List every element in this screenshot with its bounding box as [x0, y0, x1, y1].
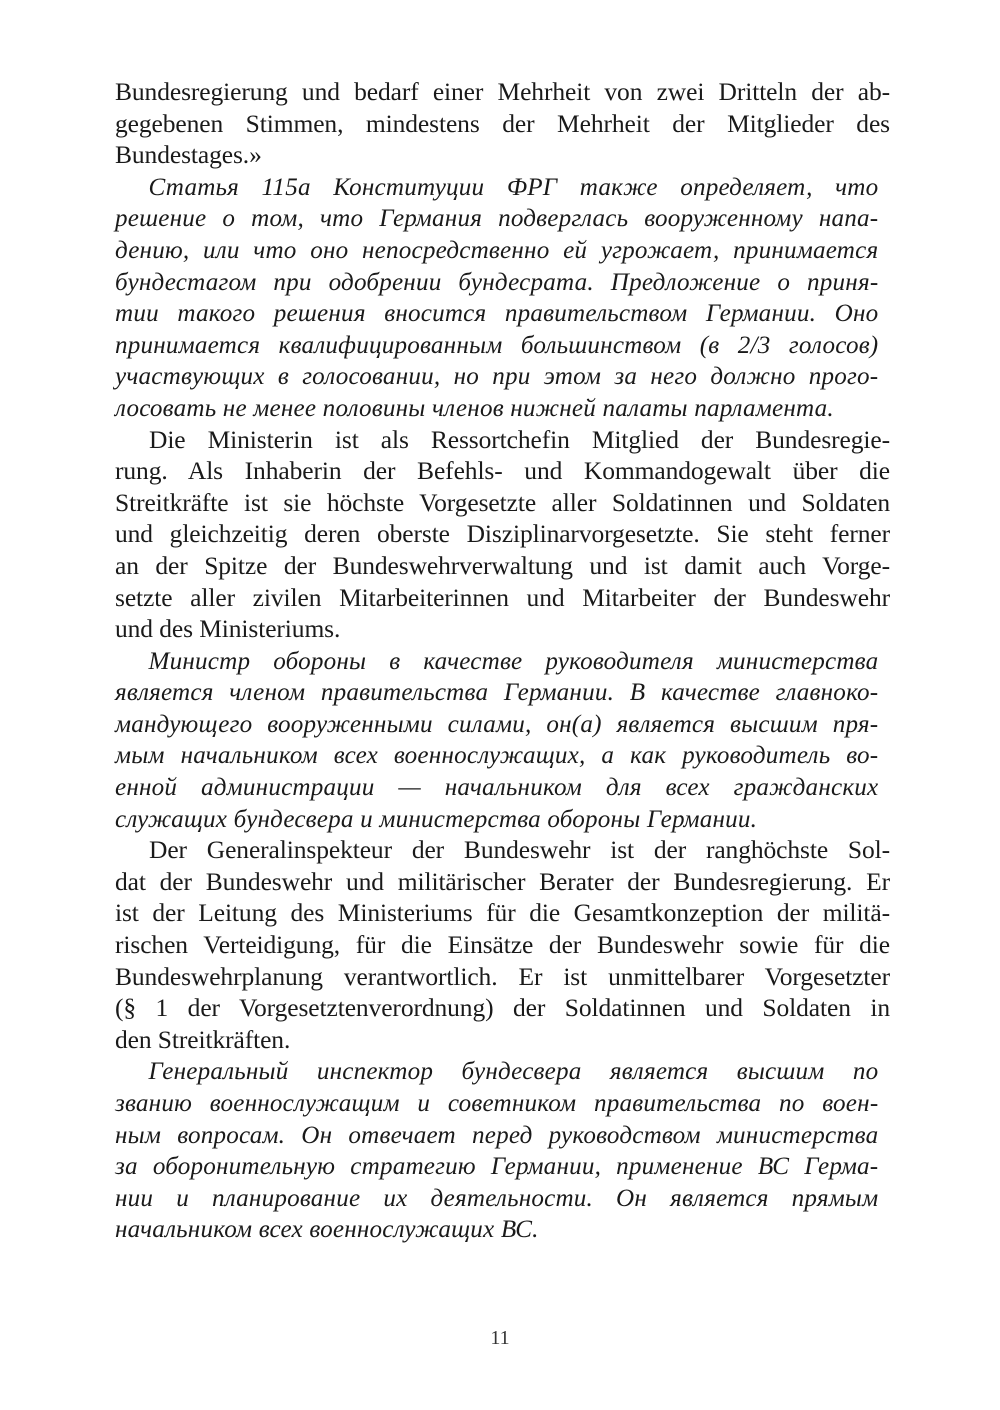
text-line: setzte aller zivilen Mitarbeiterinnen und Mitarbeiter der Bundeswehr [115, 582, 890, 612]
text-line: an der Spitze der Bundeswehrverwaltung und ist damit auch Vorge- [115, 550, 890, 580]
text-line: участвующих в голосовании, но при этом за него должно прого- [115, 361, 879, 391]
page-number: 11 [490, 1327, 510, 1349]
text-line: является членом правительства Германии. В качестве главноко- [115, 677, 879, 707]
paragraph-ru-general-inspector [115, 1055, 878, 1245]
text-line: енной администрации — начальником для всех гражданских [115, 772, 879, 802]
paragraph-de-generalinspekteur [115, 834, 890, 1055]
text-line: Bundeswehrplanung verantwortlich. Er ist unmittelbarer Vorgesetzter [115, 961, 890, 991]
text-line: служащих бундесвера и министерства обороны Германии. [115, 803, 758, 833]
paragraph-de-ministerin [115, 424, 890, 645]
text-line: решение о том, что Германия подверглась вооруженному напа- [115, 203, 879, 233]
text-line: rischen Verteidigung, für die Einsätze der Bundeswehr sowie für die [115, 930, 890, 960]
text-line: Статья 115а Конституции ФРГ также определяет, что [148, 171, 879, 201]
text-line: званию военнослужащим и советником правительства по воен- [115, 1088, 879, 1117]
text-line: за оборонительную стратегию Германии, применение ВС Герма- [115, 1151, 879, 1181]
text-line: Der Generalinspekteur der Bundeswehr ist der ranghöchste Sol- [149, 835, 890, 865]
text-line: дению, или что оно непосредственно ей угрожает, принимается [115, 234, 879, 264]
text-line: начальником всех военнослужащих ВС. [115, 1214, 539, 1244]
document-page [115, 76, 890, 1245]
text-line: Bundestages.» [115, 140, 262, 170]
text-line: тии такого решения вносится правительством Германии. Оно [115, 298, 879, 328]
text-line: den Streitkräften. [115, 1024, 291, 1054]
text-line: мандующего вооруженными силами, он(а) является высшим пря- [115, 708, 879, 738]
text-line: мым начальником всех военнослужащих, а как руководитель во- [115, 740, 879, 770]
text-line: Die Ministerin ist als Ressortchefin Mitglied der Bundesregie- [149, 424, 890, 454]
text-line: нии и планирование их деятельности. Он является прямым [115, 1182, 879, 1212]
text-line: und gleichzeitig deren oberste Disziplinarvorgesetzte. Sie steht ferner [115, 519, 890, 549]
text-line: ist der Leitung des Ministeriums für die Gesamtkonzeption der militä- [115, 898, 890, 928]
paragraph-ru-minister [115, 645, 878, 835]
text-line: dat der Bundeswehr und militärischer Berater der Bundesregierung. Er [115, 866, 890, 896]
paragraph-de-bundestag-majority [115, 76, 890, 171]
text-line: бундестагом при одобрении бундесрата. Предложение о приня- [115, 266, 879, 296]
text-line: Министр обороны в качестве руководителя министерства [148, 645, 879, 675]
text-line: лосовать не менее половины членов нижней палаты парламента. [115, 392, 834, 422]
paragraph-ru-article-115a [115, 171, 878, 424]
text-line: ным вопросам. Он отвечает перед руководством министерства [115, 1119, 879, 1149]
text-line: gegebenen Stimmen, mindestens der Mehrheit der Mitglieder des [115, 108, 890, 138]
text-line: und des Ministeriums. [115, 614, 341, 644]
text-line: Bundesregierung und bedarf einer Mehrheit von zwei Dritteln der ab- [115, 77, 890, 106]
text-line: принимается квалифицированным большинством (в 2/3 голосов) [115, 329, 879, 359]
text-line: Генеральный инспектор бундесвера является высшим по [148, 1056, 879, 1086]
text-line: Streitkräfte ist sie höchste Vorgesetzte aller Soldatinnen und Soldaten [115, 487, 890, 517]
text-line: rung. Als Inhaberin der Befehls- und Kommandogewalt über die [115, 456, 890, 486]
text-line: (§ 1 der Vorgesetztenverordnung) der Soldatinnen und Soldaten in [115, 993, 890, 1023]
